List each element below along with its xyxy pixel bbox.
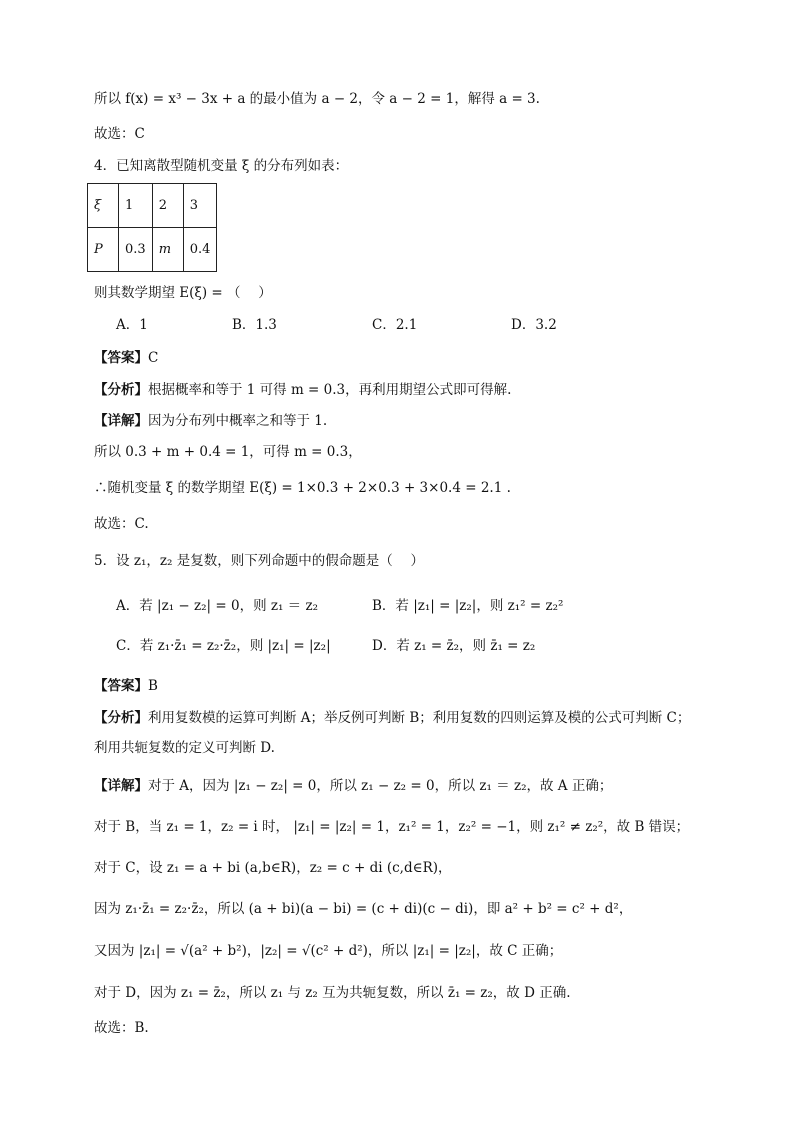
- text-line: 故选：C.: [94, 516, 149, 532]
- text-line: 所以 0.3 + m + 0.4 = 1，可得 m = 0.3，: [94, 444, 362, 460]
- analysis-tag: 【分析】: [94, 382, 148, 398]
- text-line: 对于 C，设 z₁ = a + bi (a,b∈R)，z₂ = c + di (c,d∈R)，: [94, 860, 452, 876]
- option-b: B．1.3: [232, 317, 277, 333]
- analysis-line: [94, 708, 690, 728]
- text-line: 对于 D，因为 z₁ = z̄₂，所以 z₁ 与 z₂ 互为共轭复数，所以 z̄₁ = z₂，故 D 正确.: [94, 985, 571, 1001]
- table-cell: 0.3: [119, 228, 153, 272]
- text-line: ∴随机变量 ξ 的数学期望 E(ξ) = 1×0.3 + 2×0.3 + 3×0.4 = 2.1 .: [94, 480, 511, 496]
- answer-tag: 【答案】: [94, 678, 148, 694]
- table-cell: P: [88, 228, 119, 272]
- question-5-stem: 5．设 z₁，z₂ 是复数，则下列命题中的假命题是（ ）: [94, 553, 425, 569]
- table-cell: ξ: [88, 184, 119, 228]
- detail-tag: 【详解】: [94, 413, 148, 429]
- option-c: C．2.1: [372, 317, 418, 333]
- text-line: 因为 z₁·z̄₁ = z₂·z̄₂，所以 (a + bi)(a − bi) = (c + di)(c − di)，即 a² + b² = c² + d²，: [94, 901, 633, 917]
- option-b: B．若 |z₁| = |z₂|，则 z₁² = z₂²: [372, 598, 564, 614]
- table-cell: 2: [152, 184, 183, 228]
- text-line: 故选：B.: [94, 1020, 149, 1036]
- table-cell: m: [152, 228, 183, 272]
- text-line: 故选：C: [94, 126, 145, 142]
- table-cell: 0.4: [183, 228, 217, 272]
- answer-tag: 【答案】: [94, 350, 148, 366]
- table-cell: 3: [183, 184, 217, 228]
- detail-text: 因为分布列中概率之和等于 1.: [148, 413, 328, 429]
- analysis-line: [94, 380, 511, 400]
- text-line: 对于 B，当 z₁ = 1，z₂ = i 时， |z₁| = |z₂| = 1，z₁² = 1，z₂² = −1，则 z₁² ≠ z₂²，故 B 错误；: [94, 819, 690, 835]
- option-c: C．若 z₁·z̄₁ = z₂·z̄₂，则 |z₁| = |z₂|: [116, 638, 331, 654]
- detail-line: [94, 411, 327, 431]
- question-4-stem: 4．已知离散型随机变量 ξ 的分布列如表：: [94, 158, 349, 174]
- text-line: 利用共轭复数的定义可判断 D.: [94, 740, 275, 756]
- answer-line: [94, 676, 158, 696]
- question-4-prompt: 则其数学期望 E(ξ) = （ ）: [94, 285, 272, 301]
- analysis-text: 利用复数模的运算可判断 A；举反例可判断 B；利用复数的四则运算及模的公式可判断 C；: [148, 710, 691, 726]
- analysis-tag: 【分析】: [94, 710, 148, 726]
- answer-value: C: [148, 350, 159, 366]
- text-line: 又因为 |z₁| = √(a² + b²)，|z₂| = √(c² + d²)，所以 |z₁| = |z₂|，故 C 正确；: [94, 943, 563, 959]
- answer-value: B: [148, 678, 158, 694]
- detail-text: 对于 A，因为 |z₁ − z₂| = 0，所以 z₁ − z₂ = 0，所以 z₁ ＝ z₂，故 A 正确；: [148, 778, 613, 794]
- distribution-table: [87, 183, 217, 272]
- table-cell: 1: [119, 184, 153, 228]
- detail-line: [94, 776, 612, 796]
- text-line: 所以 f(x) = x³ − 3x + a 的最小值为 a − 2，令 a − 2 = 1，解得 a = 3.: [94, 91, 540, 107]
- table-row: [88, 184, 217, 228]
- detail-tag: 【详解】: [94, 778, 148, 794]
- option-a: A．1: [116, 317, 148, 333]
- option-d: D．若 z₁ = z̄₂，则 z̄₁ = z₂: [372, 638, 536, 654]
- table-row: [88, 228, 217, 272]
- option-d: D．3.2: [511, 317, 557, 333]
- answer-line: [94, 348, 158, 368]
- analysis-text: 根据概率和等于 1 可得 m = 0.3，再利用期望公式即可得解.: [148, 382, 512, 398]
- option-a: A．若 |z₁ − z₂| = 0，则 z₁ ＝ z₂: [116, 598, 318, 614]
